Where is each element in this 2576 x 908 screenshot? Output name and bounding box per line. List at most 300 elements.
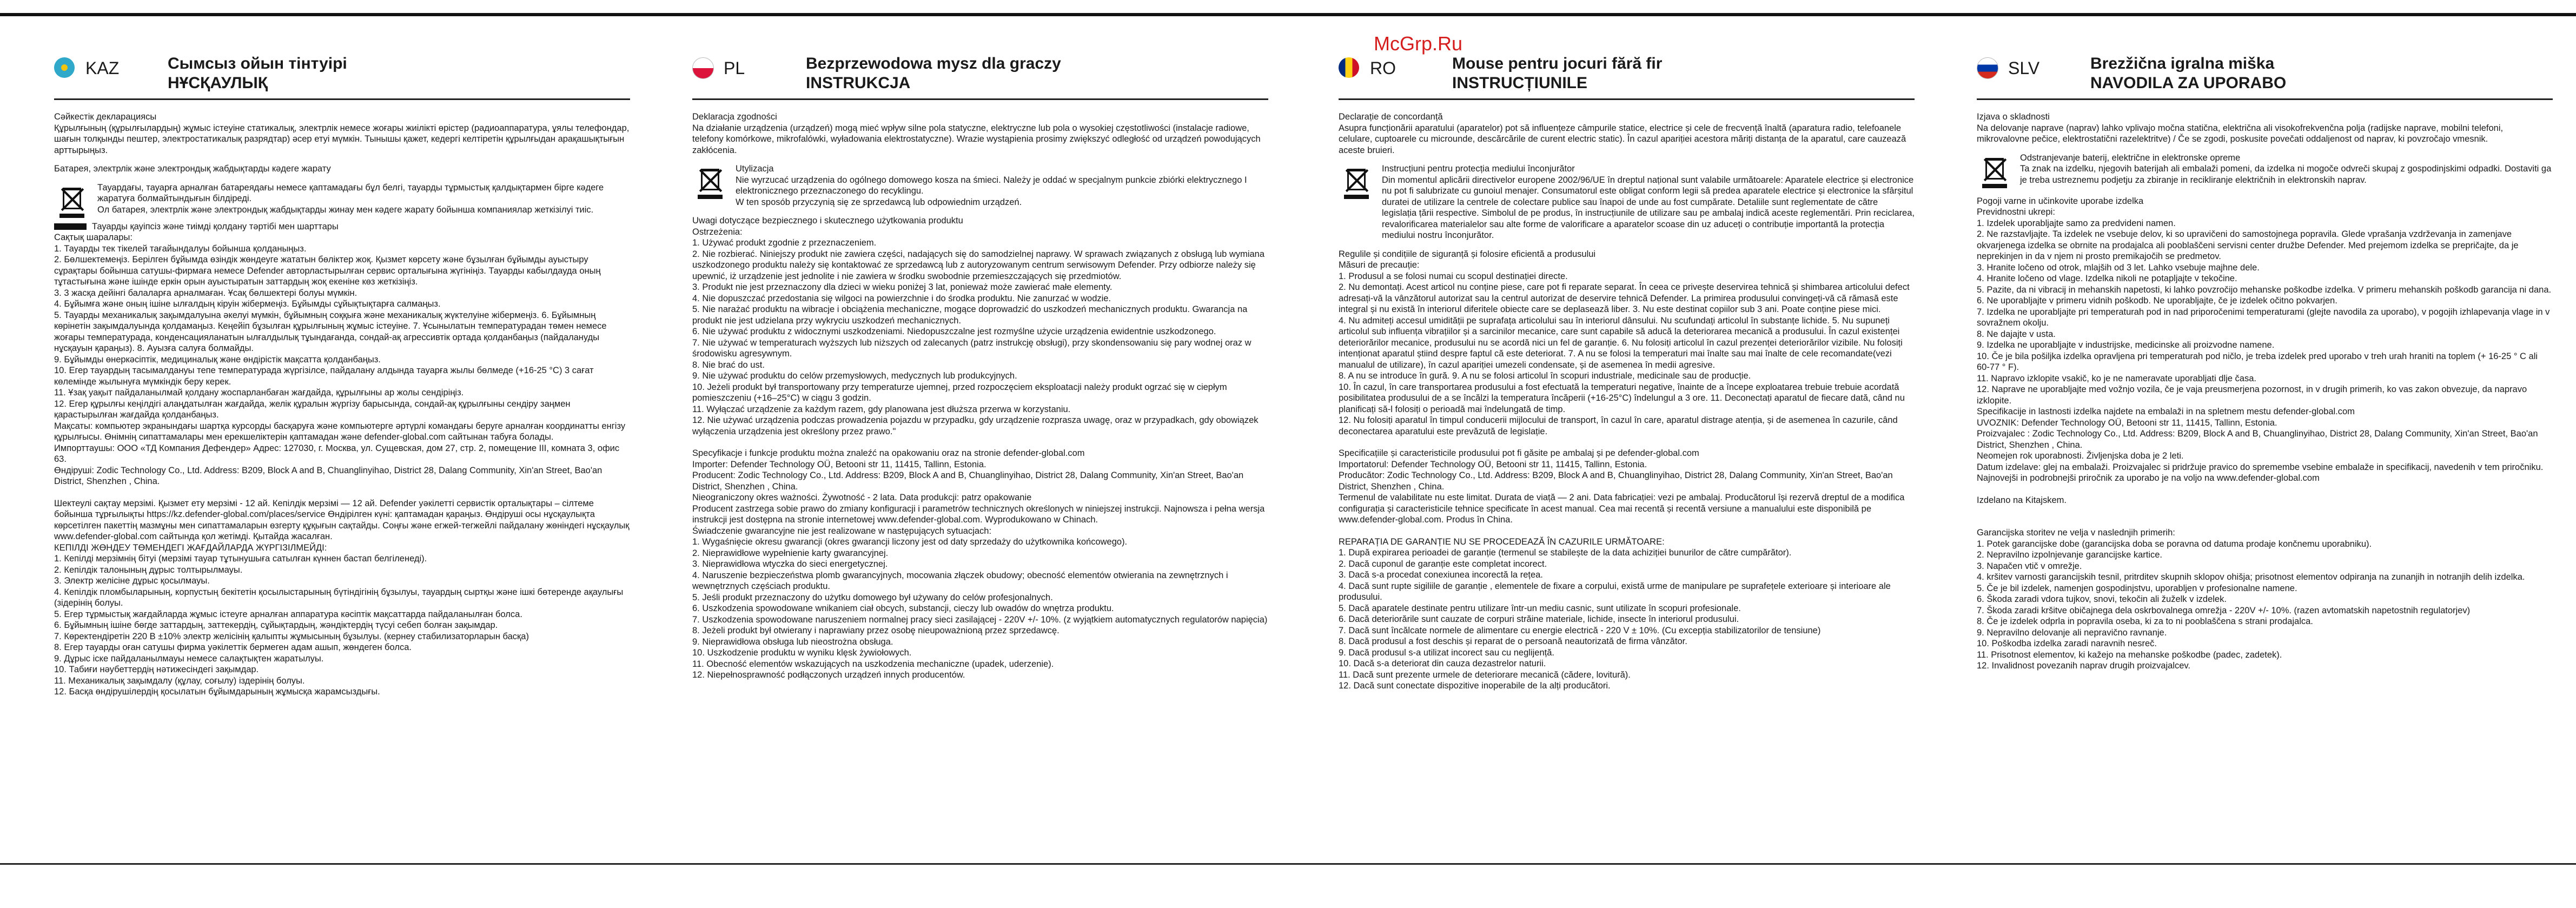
line-text: 12. Nu folosiți aparatul în timpul conducerii mijlocului de transport, în cazul în care, aparatul distrage atenția, și de asemenea în cazurile, când deconectarea aparatului este prevăzută de legislație. xyxy=(1339,415,1898,436)
line-text: Importatorul: Defender Technology OÜ, Betooni str 11, 11415, Tallinn, Estonia. xyxy=(1339,459,1647,469)
line-text: 9. Dacă produsul s-a utilizat incorect sau cu neglijență. xyxy=(1339,647,1554,658)
text-line xyxy=(692,360,1268,371)
column-header xyxy=(1339,54,1915,92)
text-line xyxy=(1339,636,1915,647)
text-line xyxy=(1339,625,1915,637)
text-line xyxy=(1339,547,1915,559)
weee-paragraph: W ten sposób przyczynią się ze sprzedawcą lub odpowiednim urządzeń. xyxy=(736,197,1022,207)
column-slovenian xyxy=(1977,54,2553,854)
line-text: Măsuri de precauție: xyxy=(1339,260,1420,270)
line-text: 5. Če je bil izdelek, namenjen gospodinjstvu, uporabljen v profesionalne namene. xyxy=(1977,583,2297,593)
instruction-text xyxy=(1339,111,1915,692)
text-line xyxy=(54,686,630,698)
top-rule xyxy=(0,13,2576,16)
text-line xyxy=(692,249,1268,282)
text-line xyxy=(692,111,1268,123)
line-text: 10. Dacă s-a deteriorat din cauza dezastrelor naturii. xyxy=(1339,659,1546,668)
line-text: 11. Ұзақ уақыт пайдаланылмай қолдану жоспарланбаған жағдайда, құрылғыны ар жолы сендіріңіз. xyxy=(54,388,464,397)
text-line xyxy=(1977,123,2553,145)
line-text: 5. Тауарды механикалық зақымдалуына әкелуі мүмкін, бұйымның соққыға және механикалық жүктелуіне жібермеңіз. 6. Бұйымның көрінетін зақымдалуында қолдамаңыз. Кеңейіп бұзылған құрылғының жұмыс істеуіне. 7. Ұсынылатын температурадан төмен немесе жоғары температурада, конденсацияланатын ылғалдылық тұындағанда, сондай-ақ агрессивтік ортада қолданбаңыз (пайдалануды нұсқауын қараңыз). 8. Ауызға салуға болмайды. xyxy=(54,310,607,353)
weee-notice xyxy=(1977,153,2553,188)
weee-notice xyxy=(1339,163,1915,241)
text-line xyxy=(692,382,1268,404)
text-line xyxy=(692,415,1268,437)
line-text: 6. Uszkodzenia spowodowane wnikaniem ciał obcych, substancji, cieczy lub owadów do wnętrza produktu. xyxy=(692,604,1114,613)
text-line xyxy=(1977,229,2553,262)
text-line xyxy=(54,288,630,299)
line-text: 7. Uszkodzenia spowodowane naruszeniem normalnej pracy sieci zasilającej - 220V +/- 10%. (z wyjątkiem automatycznych regulatorów napięcia) xyxy=(692,614,1268,625)
instruction-text xyxy=(1977,111,2553,672)
product-title xyxy=(806,54,1061,93)
line-text: Importer: Defender Technology OÜ, Betooni str 11, 11415, Tallinn, Estonia. xyxy=(692,459,986,469)
black-bar-icon xyxy=(54,223,87,230)
text-line xyxy=(1339,603,1915,614)
line-text: 3. Электр желісіне дұрыс қосылмауы. xyxy=(54,576,210,586)
spacer xyxy=(1339,526,1915,536)
text-line xyxy=(692,536,1268,548)
text-line xyxy=(1339,581,1915,603)
title-subline: НҰСҚАУЛЫҚ xyxy=(168,74,268,92)
text-line xyxy=(692,293,1268,304)
line-text: 4. Бұйымға және оның ішіне ылғалдың кіруін жібермеңіз. Бұйымды сұйықтықтарға салмаңыз. xyxy=(54,299,441,309)
text-line xyxy=(1977,207,2553,218)
text-line xyxy=(1977,295,2553,307)
text-line xyxy=(54,365,630,387)
column-romanian xyxy=(1339,54,1915,854)
line-text: 9. Nieprawidłowa obsługa lub nieostrożna obsługa. xyxy=(692,637,893,647)
line-text: Izjava o skladnosti xyxy=(1977,112,2050,122)
line-text: 10. Егер тауардың тасымалдануы тепе температурада жүргізілсе, пайдалану алдында тауарға жылы бөлмеде (+16-25 °С) 3 сағат көлемінде жылынуға мүмкіндік беру керек. xyxy=(54,366,594,387)
line-text: 6. Бұйымның ішіне бөгде заттардың, заттекердің, сұйықтардың, жәндіктердің түсуі себеп болған зақымдар. xyxy=(54,620,498,630)
text-line xyxy=(1977,583,2553,594)
line-text: 7. Izdelka ne uporabljajte pri temperaturah pod in nad priporočenimi temperaturami (glejte navodila za uporabo), v pogojih izhlapevanja vlage in v sovražnem okolju. xyxy=(1977,307,2550,328)
line-text: 9. Nie używać produktu do celów przemysłowych, medycznych lub produkcyjnych. xyxy=(692,371,1017,381)
line-text: 6. Škoda zaradi vdora tujkov, snovi, tekočin ali žuželk v izdelek. xyxy=(1977,594,2227,604)
spacer xyxy=(1977,506,2553,516)
line-text: 11. Wyłączać urządzenie za każdym razem, gdy planowana jest dłuższa przerwa w korzystaniu. xyxy=(692,404,1071,414)
line-text: Specifikacije in lastnosti izdelka najdete na embalaži in na spletnem mestu defender-global.com xyxy=(1977,407,2355,416)
text-line xyxy=(54,399,630,421)
text-line xyxy=(692,637,1268,648)
text-line xyxy=(54,465,630,487)
line-text: Импорттаушы: ООО «ТД Компания Дефендер» Адрес: 127030, г. Москва, ул. Сущевская, дом 27, стр. 2, помещение III, комната 3, офис 63. xyxy=(54,443,620,464)
line-text: 9. Izdelka ne uporabljajte v industrijske, medicinske ali proizvodne namene. xyxy=(1977,340,2275,350)
line-text: Ostrzeżenia: xyxy=(692,227,743,237)
text-line xyxy=(1977,262,2553,274)
line-text: www.defender-global.com сайтында қол жетімді. Қытайда жасалған. xyxy=(54,532,333,541)
line-text: 9. Дұрыс іске пайдаланылмауы немесе салақтықтен жаратылуы. xyxy=(54,653,324,664)
line-text: Proizvajalec : Zodic Technology Co., Ltd. Address: B209, Block A and B, Chuanglinyihao, District 28, Dalang Community, Xin'an Street, Bao'an District, Shenzhen , China. xyxy=(1977,429,2538,450)
line-text: Neomejen rok uporabnosti. Življenjska doba je 2 leti. xyxy=(1977,451,2184,461)
line-text: 5. Dacă aparatele destinate pentru utilizare într-un mediu casnic, sunt utilizate în scopuri profesionale. xyxy=(1339,603,1741,613)
line-text: 10. În cazul, în care transportarea produsului a fost efectuată la temperaturi negative, înainte de a începe exploatarea trebuie trebuie acordată posibilitatea produsului de a se încălzi la temperatura încăperii (+16-25°C) îndelungul a 3 ore. 11. Deconectați aparatul de fiecare dată, când nu planificați să-l folosiți o perioadă mai îndelungată de timp. xyxy=(1339,382,1905,414)
text-line xyxy=(1977,660,2553,672)
crossed-bin-icon xyxy=(54,182,90,218)
text-line xyxy=(1977,462,2553,484)
text-line xyxy=(1339,260,1915,271)
line-text: Asupra funcționării aparatului (aparatelor) pot să influențeze câmpurile statice, electrice și cele de frecvență înaltă (aparatura radio, telefoanele celulare, cuptoarele cu microunde, descărcările de curent electric static). În cazul apariției acestora măriți distanța de la aparatul, care cauzează aceste bruieri. xyxy=(1339,123,1906,155)
text-line xyxy=(692,526,1268,537)
text-line xyxy=(54,653,630,665)
line-text: 11. Dacă sunt prezente urmele de deteriorare mecanică (cădere, lovitură). xyxy=(1339,670,1631,680)
text-line xyxy=(1339,470,1915,492)
text-line xyxy=(54,111,630,123)
line-text: 1. Тауарды тек тікелей тағайындалуы бойынша қолданыңыз. xyxy=(54,243,307,254)
text-line xyxy=(54,243,630,255)
weee-text xyxy=(97,182,630,216)
crossed-bin-icon xyxy=(1339,163,1374,199)
line-text: Pogoji varne in učinkovite uporabe izdelka xyxy=(1977,196,2144,206)
line-text: 2. Кепілдік талонының дұрыс толтырылмауы. xyxy=(54,565,243,575)
line-text: 3. Nieprawidłowa wtyczka do sieci energetycznej. xyxy=(692,559,888,569)
language-code: PL xyxy=(724,58,745,78)
watermark: McGrp.Ru xyxy=(1374,32,1463,55)
weee-text xyxy=(1382,163,1915,241)
text-line xyxy=(1977,616,2553,627)
line-text: Specificațiile și caracteristicile produsului pot fi găsite pe ambalaj și pe defender-global.com xyxy=(1339,448,1699,458)
line-text: 5. Pazite, da ni vibracij in mehanskih napetosti, ki lahko povzročijo mehanske poškodbe izdelka. V primeru mehanskih poškodb garancija ni dana. xyxy=(1977,284,2552,295)
text-line xyxy=(1339,448,1915,459)
text-line xyxy=(692,647,1268,659)
line-text: Тауарды қауіпсіз және тиімді қолдану тәртібі мен шарттары xyxy=(92,221,339,231)
text-line xyxy=(1977,539,2553,550)
weee-paragraph: Тауардағы, тауарға арналған батареядағы немесе қаптамадағы бұл белгі, тауарды тұрмыстық қалдықтармен бірге кәдеге жаратуға болмайтындығын білдіреді. xyxy=(97,182,604,203)
line-text: 2. Nu demontați. Acest articol nu conține piese, care pot fi reparate separat. În ceea ce privește deservirea tehnică și shimbarea articolului defect adresați-vă la vânzătorul autorizat sau la centrul autorizat de deservire tehnică Defender. La primirea produsului convingeți-vă că rămasă este integral și nu există în interiorul diferitele obiecte care se deplasează liber. 3. Nu este destinat copiilor sub 3 ani. Poate conține piese mici. xyxy=(1339,282,1910,314)
line-text: 10. Табиғи нәубеттердің нәтижесіндегі зақымдар. xyxy=(54,665,259,674)
text-line xyxy=(1339,658,1915,670)
line-text: 7. Škoda zaradi kršitve običajnega dela oskrbovalnega omrežja - 220V +/- 10%. (razen avtomatskih napetostnih regulatorjev) xyxy=(1977,605,2471,615)
text-line xyxy=(54,631,630,642)
line-text: 11. Obecność elementów wskazujących na uszkodzenia mechaniczne (upadek, uderzenie). xyxy=(692,659,1054,669)
title-line: Bezprzewodowa mysz dla graczy xyxy=(806,55,1061,72)
text-line xyxy=(1977,218,2553,229)
line-text: 1. Izdelek uporabljajte samo za predvideni namen. xyxy=(1977,218,2176,228)
text-line xyxy=(692,548,1268,559)
line-text: 6. Nie używać produktu z widocznymi uszkodzeniami. Niedopuszczalne jest rozmyślne użycie urządzenia ewidentnie uszkodzonego. xyxy=(692,327,1216,336)
text-line xyxy=(692,570,1268,592)
text-line xyxy=(54,587,630,609)
line-text: 1. Potek garancijske dobe (garancijska doba se poravna od datuma prodaje končnemu uporabniku). xyxy=(1977,539,2372,549)
line-text: 1. Produsul a se folosi numai cu scopul destinației directe. xyxy=(1339,271,1568,281)
line-text: 9. Бұйымды өнеркәсіптік, медициналық және өндірістік мақсатта қолданбаңыз. xyxy=(54,354,381,364)
line-text: Declarație de concordanță xyxy=(1339,112,1443,122)
instruction-text xyxy=(54,111,630,698)
line-text: Өндіруші: Zodic Technology Co., Ltd. Address: B209, Block A and B, Chuanglinyihao, District 28, Dalang Community, Xin'an Street, Bao'an District, Shenzhen , China. xyxy=(54,465,602,486)
text-line xyxy=(54,609,630,620)
text-line xyxy=(54,664,630,675)
text-line xyxy=(54,531,630,542)
line-text: Батарея, электрлік және электрондық жабдықтарды кәдеге жарату xyxy=(54,164,331,174)
title-subline: INSTRUKCJA xyxy=(806,74,911,92)
line-text: КЕПІЛДІ ЖӨНДЕУ ТӨМЕНДЕГІ ЖАҒДАЙЛАРДА ЖҮРГІЗІЛМЕЙДІ: xyxy=(54,542,327,553)
line-text: 10. Poškodba izdelka zaradi naravnih nesreč. xyxy=(1977,639,2157,648)
weee-text xyxy=(2020,153,2553,186)
line-text: Termenul de valabilitate nu este limitat. Durata de viață — 2 ani. Data fabricației: vezi pe ambalaj. Producătorul își rezervă dreptul de a modifica configurația și caracteristicile tehnice specificate în acest manual. Cea mai recentă și recentă versiune a manualului este disponibilă pe www.defender-global.com. Produs în China. xyxy=(1339,493,1905,525)
text-line xyxy=(692,282,1268,293)
line-text: 12. Nie używać urządzenia podczas prowadzenia pojazdu w przypadku, gdy urządzenie rozprasza uwagę, oraz w przypadkach, gdy obowiązek wyłączenia urządzenia jest określony przez prawo." xyxy=(692,415,1259,436)
text-line xyxy=(1977,406,2553,417)
text-line xyxy=(692,659,1268,670)
line-text: 8. Егер тауарды оған сатушы фирма уәкілеттік бермеген адам ашып, жөндеген болса. xyxy=(54,642,412,652)
weee-paragraph: Nie wyrzucać urządzenia do ogólnego domowego kosza na śmieci. Należy je oddać w specjalnym punkcie zbiórki elektrycznego I elektronicznego przeznaczonego do recyklingu. xyxy=(736,175,1247,196)
section-heading xyxy=(1977,196,2553,207)
section-heading xyxy=(1339,249,1915,260)
weee-paragraph: Odstranjevanje baterij, električne in elektronske opreme xyxy=(2020,153,2241,163)
line-text: 2. Бөлшектемеңіз. Берілген бұйымда өзіндік жөндеуге жататын бөліктер жоқ. Қызмет көрсету және бұзылған бұйымды ауыстыру сұрақтары бойынша сатушы-фирмаға немесе Defender авторластырылған сервис орталығына жүгініңіз. Тауарды кабылдауда оның тұтастығына және ішінде еркін орын ауыстыратын заттардың жоқ екеніне көз жеткізіңіз. xyxy=(54,255,601,287)
text-line xyxy=(692,459,1268,470)
text-line xyxy=(1339,536,1915,548)
text-line xyxy=(1339,614,1915,625)
title-subline: INSTRUCȚIUNILE xyxy=(1452,74,1587,92)
text-line xyxy=(1339,492,1915,526)
text-line xyxy=(692,227,1268,238)
line-text: 11. Napravo izklopite vsakič, ko je ne nameravate uporabljati dlje časa. xyxy=(1977,373,2256,383)
text-line xyxy=(1977,351,2553,373)
text-line xyxy=(1977,527,2553,539)
header-rule xyxy=(1977,98,2553,100)
line-text: 12. Егер құрылғы кеңілдігі алаңдатылған жағдайда, желік құралын жүргізу барысында, сондай-ақ құрылғыны сендіру заңмен қарастырылған жағдайда қолданбаңыз. xyxy=(54,399,571,420)
text-line xyxy=(1977,549,2553,561)
text-line xyxy=(54,354,630,366)
line-text: 6. Dacă deteriorările sunt cauzate de corpuri străine materiale, lichide, insecte în interiorul produsului. xyxy=(1339,614,1739,624)
weee-paragraph: Utylizacja xyxy=(736,164,774,174)
text-line xyxy=(54,642,630,653)
product-title xyxy=(1452,54,1662,93)
line-text: Datum izdelave: glej na embalaži. Proizvajalec si pridržuje pravico do spremembe vsebine embalaže in specifikacij, navedenih v tem priročniku. Najnovejši in podrobnejši priročnik za uporabo je na voljo na www.defender-global.com xyxy=(1977,462,2544,483)
text-line xyxy=(692,670,1268,681)
crossed-bin-icon xyxy=(692,163,728,199)
line-text: 4. Naruszenie bezpieczeństwa plomb gwarancyjnych, mocowania złączek obudowy; obecność elementów otwierania na zewnętrznych i wewnętrznych częściach produktu. xyxy=(692,570,1228,591)
text-line xyxy=(1339,680,1915,692)
line-text: 11. Механикалық зақымдалу (құлау, соғылу) іздерінің болуы. xyxy=(54,675,305,686)
text-line xyxy=(692,503,1268,526)
text-line xyxy=(54,443,630,465)
text-line xyxy=(1977,649,2553,661)
section-heading xyxy=(692,215,1268,227)
text-line xyxy=(54,254,630,288)
text-line xyxy=(1339,370,1915,382)
line-text: 5. Nie narażać produktu na wibracje i obciążenia mechaniczne, mogące doprowadzić do uszkodzeń mechanicznych produktu. Gwarancja na produkt nie jest udzielana przy wykryciu uszkodzeń mechanicznych. xyxy=(692,304,1248,326)
line-text: 4. Nie dopuszczać przedostania się wilgoci na powierzchnie i do środka produktu. Nie zanurzać w wodzie. xyxy=(692,293,1111,303)
text-line xyxy=(54,498,630,532)
header-rule xyxy=(54,98,630,100)
text-line xyxy=(54,675,630,687)
romania-flag-icon xyxy=(1339,57,1359,78)
line-text: Мақсаты: компьютер экранындағы шартқа курсорды басқаруға және компьютерге әртүрлі командағы беруге арналған координатты енгізу құрылғысы. Өнімнің сипаттамалары мен ерекшеліктерін қаптамадан және defender-global.com сайтынан табуға болады. xyxy=(54,421,626,442)
language-code: RO xyxy=(1370,58,1396,78)
text-line xyxy=(54,387,630,399)
text-line xyxy=(1977,373,2553,385)
column-header xyxy=(54,54,630,92)
text-line xyxy=(692,470,1268,492)
spacer xyxy=(692,437,1268,448)
line-text: Na działanie urządzenia (urządzeń) mogą mieć wpływ silne pola statyczne, elektryczne lub pola o wysokiej częstotliwości (instalacje radiowe, telefony komórkowe, mikrofalówki, wyładowania elektrostatyczne). Wrazie wystąpienia prosimy zwiększyć odległość od urządzeń powodujących zakłócenia. xyxy=(692,123,1261,155)
text-line xyxy=(54,620,630,631)
text-line xyxy=(692,123,1268,156)
line-text: 2. Nie rozbierać. Niniejszy produkt nie zawiera części, nadających się do samodzielnej naprawy. W sprawach związanych z obsługą lub wymiana uszkodzonego produktu należy się kontaktować ze sprzedawcą lub z autoryzowanym centrum serwisowym Defender. Przy odbiorze należy się upewnić, iż urządzenie jest jednolite i nie zawiera w środku swobodnie przemieszczających się przedmiotów. xyxy=(692,249,1265,281)
text-line xyxy=(692,603,1268,614)
line-text: 3. Produkt nie jest przeznaczony dla dzieci w wieku poniżej 3 lat, ponieważ może zawierać małe elementy. xyxy=(692,282,1112,292)
line-text: 8. Če je izdelek odprla in popravila oseba, ki za to ni pooblaščena s strani prodajalca. xyxy=(1977,617,2313,626)
language-code: KAZ xyxy=(85,58,120,78)
line-text: 1. Używać produkt zgodnie z przeznaczeniem. xyxy=(692,238,877,248)
line-text: 12. Naprave ne uporabljajte med vožnjo vozila, če je vaja preusmerjena pozornost, in v drugih primerih, ko vas zakon obvezuje, da napravo izklopite. xyxy=(1977,385,2527,406)
line-text: 7. Көректендіретін 220 В ±10% электр желісінің қалыпты жұмысының бұзылуы. (кернеу стабилизаторларын басқа) xyxy=(54,631,529,641)
line-text: 2. Nieprawidłowe wypełnienie karty gwarancyjnej. xyxy=(692,548,889,558)
line-text: 4. Hranite ločeno od vlage. Izdelka nikoli ne potapljajte v tekočine. xyxy=(1977,274,2237,283)
column-header xyxy=(692,54,1268,92)
text-line xyxy=(54,123,630,156)
line-text: 2. Nepravilno izpolnjevanje garancijske kartice. xyxy=(1977,550,2163,560)
text-line xyxy=(692,337,1268,360)
line-text: Producent: Zodic Technology Co., Ltd. Address: B209, Block A and B, Chuanglinyihao, District 28, Dalang Community, Xin'an Street, Bao'an District, Shenzhen , China. xyxy=(692,470,1244,492)
crossed-bin-icon xyxy=(1977,153,2012,188)
text-line xyxy=(1977,417,2553,429)
text-line xyxy=(1977,572,2553,583)
text-line xyxy=(1977,307,2553,329)
text-line xyxy=(1339,647,1915,659)
line-text: 4. kršitev varnosti garancijskih tesnil, pritrditev skupnih sklopov ohišja; prisotnost elementov odpiranja na zunanjih in notranjih delih izdelka. xyxy=(1977,572,2525,582)
spacer xyxy=(54,487,630,498)
text-line xyxy=(54,575,630,587)
line-text: 8. Dacă produsul a fost deschis și reparat de o persoană neautorizată de firma vânzător. xyxy=(1339,637,1687,646)
slovenia-flag-icon xyxy=(1977,57,1998,79)
text-line xyxy=(1339,569,1915,581)
line-text: 3. 3 жасқа дейінгі балаларға арналмаған. Ұсақ бөлшектері болуы мүмкін. xyxy=(54,288,357,298)
text-line xyxy=(1339,559,1915,570)
text-line xyxy=(1977,384,2553,406)
line-text: 11. Prisotnost elementov, ki kažejo na mehanske poškodbe (padec, zadetek). xyxy=(1977,649,2282,660)
line-text: Құрылғының (құрылғылардың) жұмыс істеуіне статикалық, электрлік немесе жоғары жиілікті өрістер (радиоаппаратура, ұялы телефондар, шағын толқынды пештер, электростатикалық разрядтар) әсер етуі мүмкін. Тынышы қажет, кедергі келтіретін құрылғыдан арақашықтығын арттырыңыз. xyxy=(54,123,630,155)
line-text: Na delovanje naprave (naprav) lahko vplivajo močna statična, električna ali visokofrekvenčna polja (radijske naprave, mobilni telefoni, mikrovalovne pečice, elektrostatični razelektritve) / Če se zgodi, poskusite povečati oddaljenost od naprav, ki povzročajo vmesnik. xyxy=(1977,123,2504,144)
weee-text xyxy=(736,163,1268,208)
text-line xyxy=(1977,273,2553,284)
column-polish xyxy=(692,54,1268,854)
text-line xyxy=(692,492,1268,503)
text-line xyxy=(1339,315,1915,371)
line-text: Świadczenie gwarancyjne nie jest realizowane w następujących sytuacjach: xyxy=(692,526,992,536)
poland-flag-icon xyxy=(692,57,714,79)
line-text: 4. Кепілдік пломбыларының, корпустың бекітетін қосылыстарының бүтіндігінің бұзылуы, тауардың сыртқы және ішкі бөтеренде ақаулығы (зідерінің болуы. xyxy=(54,587,624,608)
line-text: 7. Nie używać w temperaturach wyższych lub niższych od zalecanych (patrz instrukcję obsługi), przy skondensowaniu się pary wodnej oraz w środowisku agresywnym. xyxy=(692,337,1251,359)
line-text: 8. A nu se introduce în gură. 9. A nu se folosi articolul în scopuri industriale, medicinale sau de producție. xyxy=(1339,371,1751,381)
text-line xyxy=(692,326,1268,337)
line-text: 3. Dacă s-a procedat conexiunea incorectă la rețea. xyxy=(1339,570,1543,580)
text-line xyxy=(692,237,1268,249)
line-text: Nieograniczony okres ważności. Żywotność - 2 lata. Data produkcji: patrz opakowanie xyxy=(692,493,1032,502)
text-line xyxy=(1339,271,1915,282)
text-line xyxy=(1977,627,2553,639)
line-text: Шектеулі сақтау мерзімі. Қызмет ету мерзімі - 12 ай. Кепілдік мерзімі — 12 ай. Defender уәкілетті сервистік орталықтары – сілтеме бойынша тұрғылықты https://kz.defender-global.com/places/service Өндірілген күні: қаптамадан қараңыз. Өндіруші осы нұсқаулықта көрсетілген пакеттің мазмұны мен сипаттамаларын өзгерту құқығын сақтайды. Соңғы және егжей-тегжейлі пайдалану жөніндегі нұсқаулық xyxy=(54,498,630,531)
line-text: 1. Кепілді мерзімнің бітуі (мерзімі тауар тұтынушыға сатылған күннен бастап белгіленеді). xyxy=(54,554,427,564)
line-text: 5. Jeśli produkt przeznaczony do użytku domowego był używany do celów profesjonalnych. xyxy=(692,592,1053,602)
text-line xyxy=(1977,111,2553,123)
text-line xyxy=(54,553,630,565)
product-title xyxy=(168,54,347,93)
spacer xyxy=(1339,437,1915,448)
section-heading xyxy=(54,163,630,175)
language-code: SLV xyxy=(2008,58,2040,78)
text-line xyxy=(1977,561,2553,572)
line-text: 2. Dacă cuponul de garanție este completat incorect. xyxy=(1339,559,1547,569)
line-text: 1. Wygaśnięcie okresu gwarancji (okres gwarancji liczony jest od daty sprzedaży do użytkownika końcowego). xyxy=(692,537,1128,547)
line-text: 8. Jeżeli produkt był otwierany i naprawiany przez osobę nieupoważnioną przez sprzedawcę. xyxy=(692,626,1059,635)
kazakhstan-flag-icon xyxy=(54,57,75,78)
line-text: 3. Napačen vtič v omrežje. xyxy=(1977,561,2082,571)
text-line xyxy=(1339,382,1915,415)
text-line xyxy=(54,299,630,310)
line-text: 4. Dacă sunt rupte sigiliile de garanție , elementele de fixare a corpului, există urme de manipulare pe suprafețele exterioare și interioare ale produsului. xyxy=(1339,581,1891,602)
text-line xyxy=(1977,450,2553,462)
line-text: Previdnostni ukrepi: xyxy=(1977,207,2055,217)
weee-notice xyxy=(692,163,1268,208)
text-line xyxy=(1339,670,1915,681)
line-text: 3. Hranite ločeno od otrok, mlajših od 3 let. Lahko vsebuje majhne dele. xyxy=(1977,262,2260,273)
weee-paragraph: Din momentul aplicării directivelor europene 2002/96/UE în dreptul național sunt valabile următoarele: Aparatele electrice și electronice nu pot fi salubrizate cu gunoiul menajer. Consumatorul este obligat conform legii să predea aparatele electrice și electronice la sfârșitul duratei de utilizare la centrele de colectare publice sau înapoi de unde au fost cumpărate. Detaliile sunt reglementate de către legislația țării respective. Simbolul de pe produs, în instrucțiunile de utilizare sau pe ambalaj indică aceste reglementări. Prin reciclarea, revalorificarea materialelor sau alte forme de valorificare a aparatelor scoase din uz aduceți o contribuție importantă la protecția mediului nostru înconjurător. xyxy=(1382,175,1915,240)
line-text: 12. Invalidnost povezanih naprav drugih proizvajalcev. xyxy=(1977,661,2191,671)
line-text: 8. Nie brać do ust. xyxy=(692,360,765,370)
text-line xyxy=(692,370,1268,382)
line-text: Specyfikacje i funkcje produktu można znaleźć na opakowaniu oraz na stronie defender-global.com xyxy=(692,448,1085,458)
text-line xyxy=(54,421,630,443)
title-line: Brezžična igralna miška xyxy=(2090,55,2275,72)
line-text: Producător: Zodic Technology Co., Ltd. Address: B209, Block A and B, Chuanglinyihao, District 28, Dalang Community, Xin'an Street, Bao'an District, Shenzhen , China. xyxy=(1339,470,1893,492)
text-line xyxy=(1339,282,1915,315)
text-line xyxy=(692,614,1268,626)
line-text: Deklaracja zgodności xyxy=(692,112,777,122)
text-line xyxy=(1977,605,2553,617)
weee-notice xyxy=(54,182,630,218)
text-line xyxy=(1977,340,2553,351)
bottom-rule xyxy=(0,863,2576,865)
text-line xyxy=(1339,415,1915,437)
product-title xyxy=(2090,54,2286,93)
column-kazakh xyxy=(54,54,630,854)
column-header xyxy=(1977,54,2553,92)
line-text: 1. După expirarea perioadei de garanție (termenul se stabilește de la data achiziției bunurilor de către cumpărător). xyxy=(1339,548,1792,558)
weee-paragraph: Instrucțiuni pentru protecția mediului înconjurător xyxy=(1382,164,1575,174)
text-line xyxy=(1977,329,2553,340)
line-text: Uwagi dotyczące bezpiecznego i skutecznego użytkowania produktu xyxy=(692,216,963,226)
text-line xyxy=(1977,495,2553,506)
text-line xyxy=(692,592,1268,604)
line-text: 8. Ne dajajte v usta. xyxy=(1977,329,2056,339)
text-line xyxy=(54,542,630,554)
line-text: 12. Dacă sunt conectate dispozitive inoperabile de la alți producători. xyxy=(1339,681,1611,691)
text-line xyxy=(692,404,1268,415)
text-line xyxy=(692,448,1268,459)
text-line xyxy=(1977,594,2553,605)
line-text: UVOZNIK: Defender Technology OÜ, Betooni str 11, 11415, Tallinn, Estonia. xyxy=(1977,417,2277,428)
text-line xyxy=(1339,123,1915,156)
line-text: Regulile și condițiile de siguranță și folosire eficientă a produsului xyxy=(1339,249,1596,259)
spacer xyxy=(1977,516,2553,527)
line-text: 6. Ne uporabljajte v primeru vidnih poškodb. Ne uporabljajte, če je izdelek očitno pokvarjen. xyxy=(1977,296,2337,306)
instruction-text xyxy=(692,111,1268,681)
line-text: 9. Nepravilno delovanje ali nepravično ravnanje. xyxy=(1977,627,2167,638)
weee-paragraph: Ол батарея, электрлік және электрондық жабдықтарды жинау мен кәдеге жарату бойынша компаниялар жеткізілуі тиіс. xyxy=(97,204,594,215)
line-text: Garancijska storitev ne velja v naslednjih primerih: xyxy=(1977,528,2175,538)
line-text: 2. Ne razstavljajte. Ta izdelek ne vsebuje delov, ki so upravičeni do samostojnega popravila. Glede vprašanja vzdrževanja in zamenjave okvarjenega izdelka se obrnite na prodajalca ali pooblaščeni servisni center družbe Defender. Med prejemom izdelka se prepričajte, da je neprekinjen in da v njem ni prosto premikajočih se predmetov. xyxy=(1977,229,2519,261)
text-line xyxy=(692,625,1268,637)
line-text: 10. Jeżeli produkt był transportowany przy temperaturze ujemnej, przed rozpoczęciem eksploatacji należy produkt ogrzać się w ciepłym pomieszczeniu (+16–25°C) w ciągu 3 godzin. xyxy=(692,382,1227,403)
text-line xyxy=(1339,459,1915,470)
line-text: 12. Басқа өндірушілердің қосылатын бұйымдарының жұмысқа жарамсыздығы. xyxy=(54,687,380,697)
text-line xyxy=(54,310,630,354)
line-text: Сақтық шаралары: xyxy=(54,233,133,242)
title-line: Mouse pentru jocuri fără fir xyxy=(1452,55,1663,72)
line-text: 4. Nu admiteți accesul umidității pe suprafața articolului sau în interiorul dânsului. Nu scufundați articolul în substanțe lichide. 5. Nu supuneți articolul sub influența vibrațiilor și a sarcinilor mecanice, care sunt capabile să aducă la deteriorarea mecanică a produsului. În cazul existenței deteriorărilor mecanice, produsului nu se acordă nici un fel de garanție. 6. Nu folosiți articolul în cazul prezenței deteriorărilor vizibile. Nu folosiți intenționat aparatul știind despre faptul că este deteriorat. 7. A nu se folosi la temperaturi mai înalte sau mai înalte de cele recomandate(vezi manualul de utilizare), în cazul apariției umezeli condensate, și de asemenea în medii agresive. xyxy=(1339,315,1903,370)
